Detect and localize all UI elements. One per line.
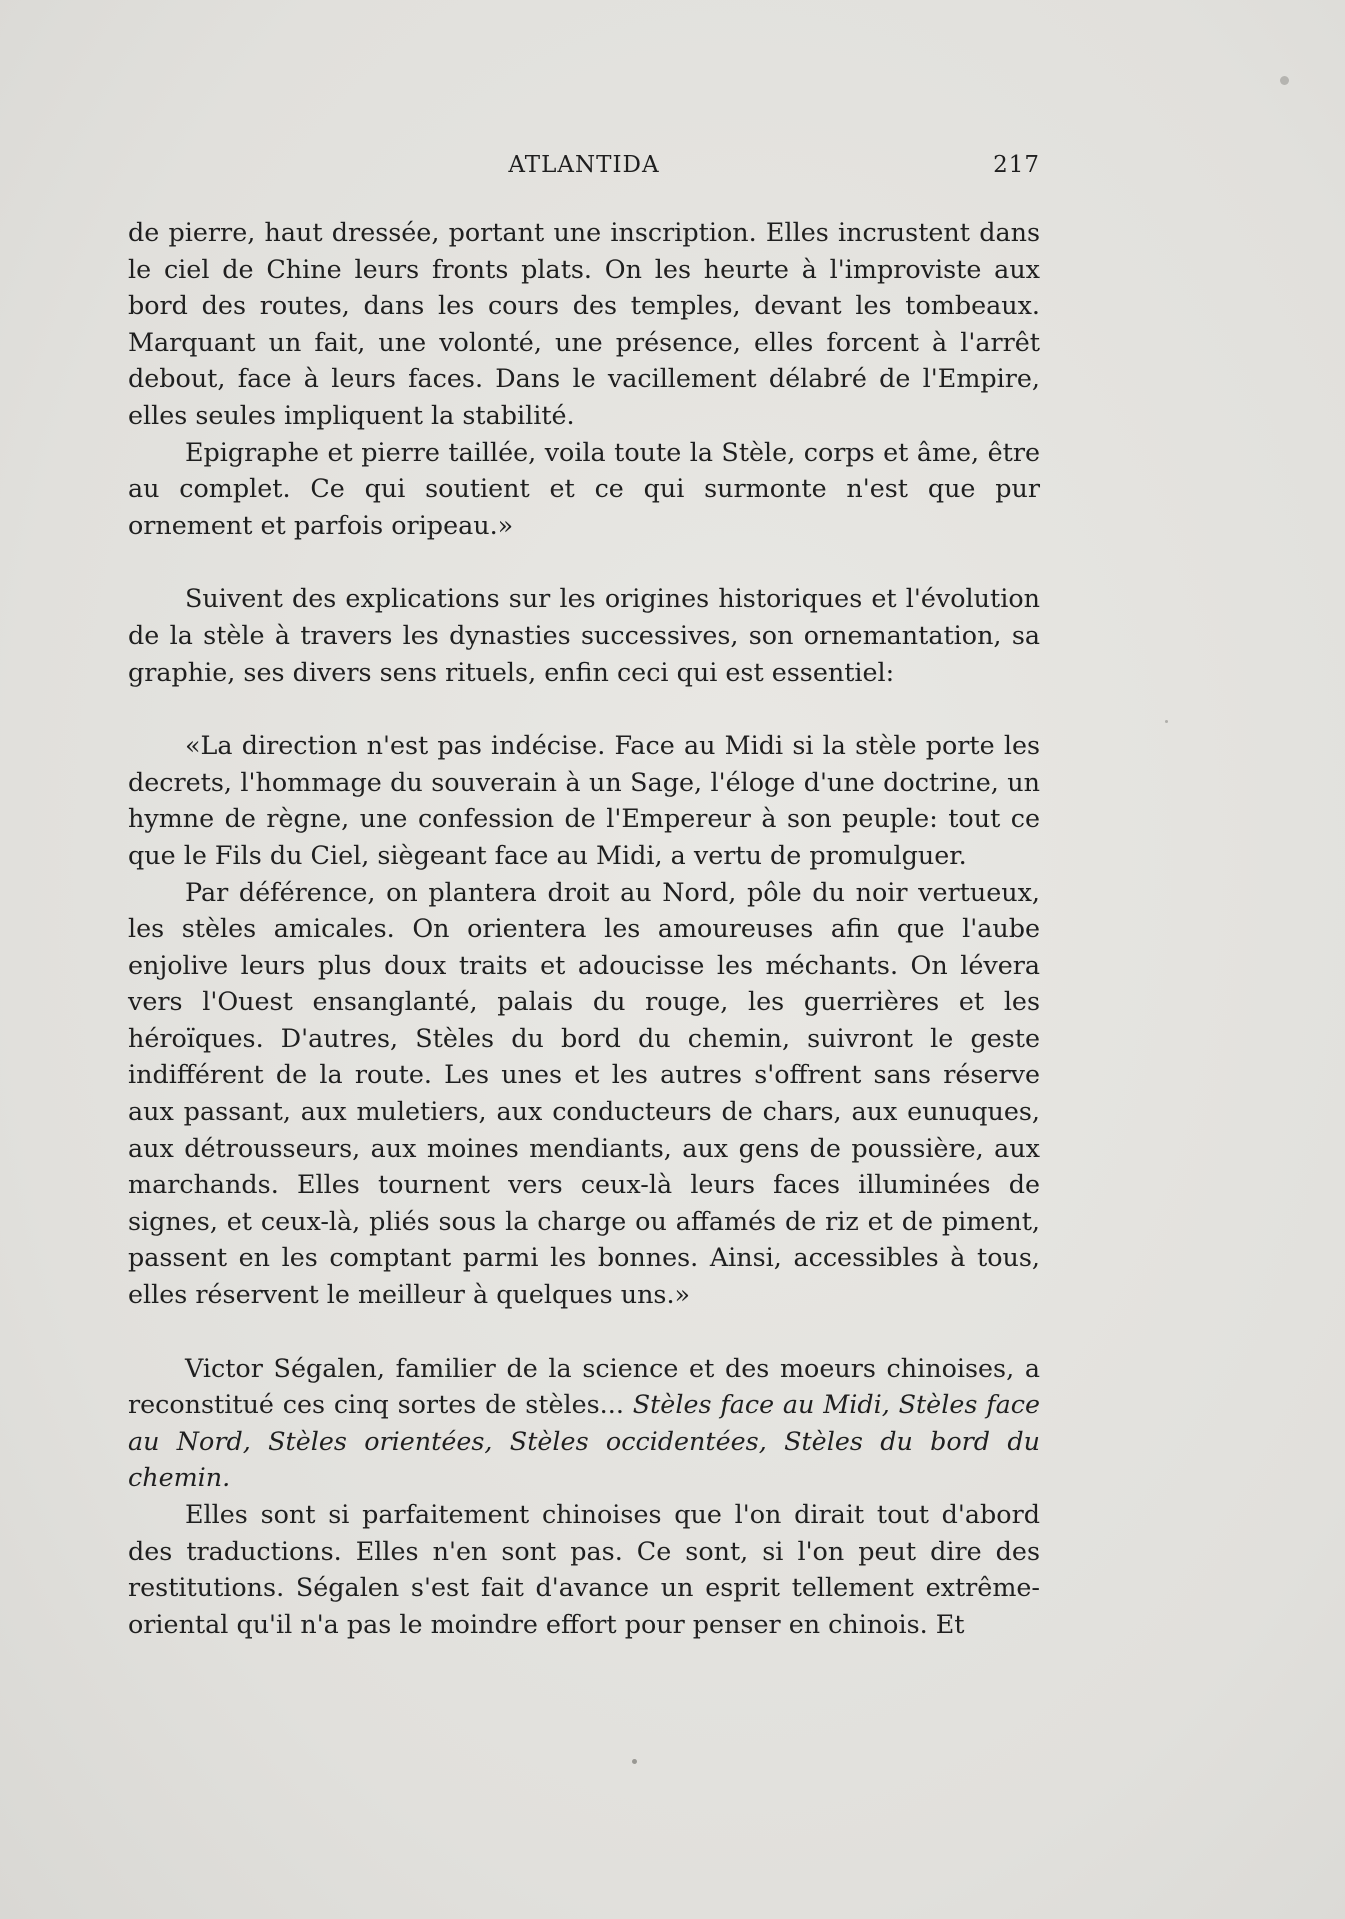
- paragraph-7: Elles sont si parfaitement chinoises que l'on dirait tout d'abord des traductions. Elles n'en sont pas. Ce sont, si l'on peut dire des restitutions. Ségalen s'est fait d'avance un esprit tellement extrême-oriental qu'il n'a pas le moindre effort pour penser en chinois. Et: [128, 1499, 1040, 1639]
- paper-spot: [1165, 720, 1168, 723]
- paragraph-3: Suivent des explications sur les origines historiques et l'évolution de la stèle à travers les dynasties successives, son ornemantation, sa graphie, ses divers sens rituels, enfin ceci qui est essentiel:: [128, 583, 1040, 687]
- paragraph-6: [128, 1350, 1040, 1496]
- page-number: 217: [993, 152, 1040, 178]
- paper-spot: [632, 1759, 637, 1764]
- running-title: ATLANTIDA: [508, 152, 660, 178]
- body-text: [128, 214, 1040, 1642]
- stele-types-italic: Stèles face au Midi, Stèles face au Nord, Stèles orientées, Stèles occidentées, Stèles du bord du chemin.: [128, 1389, 1040, 1493]
- paragraph-4: «La direction n'est pas indécise. Face au Midi si la stèle porte les decrets, l'hommage du souverain à un Sage, l'éloge d'une doctrine, un hymne de règne, une confession de l'Empereur à son peuple: tout ce que le Fils du Ciel, siègeant face au Midi, a vertu de promulguer.: [128, 730, 1040, 870]
- running-head: [128, 148, 1040, 188]
- paper-spot: [1280, 76, 1289, 85]
- paragraph-6-text: Victor Ségalen, familier de la science et des moeurs chinoises, a reconstitué ces cinq sortes de stèles...: [128, 1352, 1040, 1420]
- paragraph-5: Par déférence, on plantera droit au Nord, pôle du noir vertueux, les stèles amicales. On orientera les amoureuses afin que l'aube enjolive leurs plus doux traits et adoucisse les méchants. On lévera vers l'Ouest ensanglanté, palais du rouge, les guerrières et les héroïques. D'autres, Stèles du bord du chemin, suivront le geste indifférent de la route. Les unes et les autres s'offrent sans réserve aux passant, aux muletiers, aux conducteurs de chars, aux eunuques, aux détrousseurs, aux moines mendiants, aux gens de poussière, aux marchands. Elles tournent vers ceux-là leurs faces illuminées de signes, et ceux-là, pliés sous la charge ou affamés de riz et de piment, passent en les comptant parmi les bonnes. Ainsi, accessibles à tous, elles réservent le meilleur à quelques uns.»: [128, 876, 1040, 1310]
- paragraph-2: Epigraphe et pierre taillée, voila toute la Stèle, corps et âme, être au complet. Ce qui soutient et ce qui surmonte n'est que pur ornement et parfois oripeau.»: [128, 436, 1040, 540]
- paragraph-1: de pierre, haut dressée, portant une inscription. Elles incrustent dans le ciel de Chine leurs fronts plats. On les heurte à l'improviste aux bord des routes, dans les cours des temples, devant les tombeaux. Marquant un fait, une volonté, une présence, elles forcent à l'arrêt debout, face à leurs faces. Dans le vacillement délabré de l'Empire, elles seules impliquent la stabilité.: [128, 217, 1040, 430]
